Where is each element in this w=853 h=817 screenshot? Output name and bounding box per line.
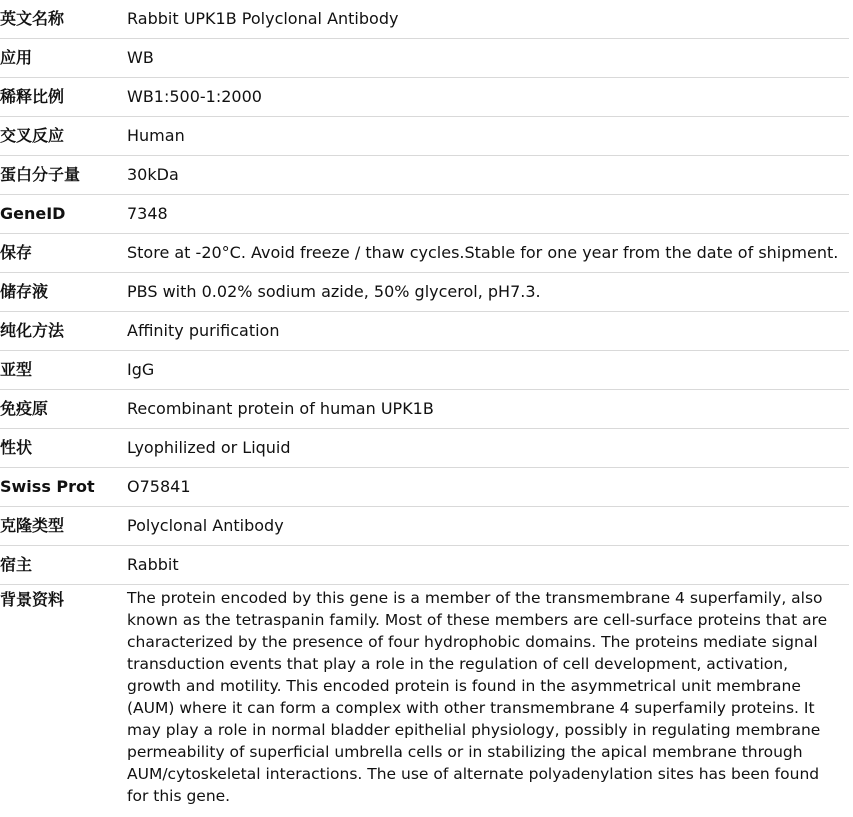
spec-label: 应用 — [0, 39, 127, 78]
spec-row-dilution — [0, 78, 849, 117]
spec-row-storage — [0, 234, 849, 273]
spec-label: 蛋白分子量 — [0, 156, 127, 195]
spec-row-english-name — [0, 0, 849, 39]
spec-label: 克隆类型 — [0, 507, 127, 546]
spec-row-reactivity — [0, 117, 849, 156]
spec-value: Human — [127, 117, 849, 156]
spec-label: 亚型 — [0, 351, 127, 390]
spec-value: 30kDa — [127, 156, 849, 195]
spec-value-background: The protein encoded by this gene is a member of the transmembrane 4 superfamily, also known as the tetraspanin family. Most of these members are cell-surface proteins that are characterized by the presence of four hydrophobic domains. The proteins mediate signal transduction events that play a role in the regulation of cell development, activation, growth and motility. This encoded protein is found in the asymmetrical unit membrane (AUM) where it can form a complex with other transmembrane 4 superfamily proteins. It may play a role in normal bladder epithelial physiology, possibly in regulating membrane permeability of superficial umbrella cells or in stabilizing the apical membrane through AUM/cytoskeletal interactions. The use of alternate polyadenylation sites has been found for this gene. — [127, 589, 828, 805]
spec-value: IgG — [127, 351, 849, 390]
spec-row-immunogen — [0, 390, 849, 429]
spec-value: WB — [127, 39, 849, 78]
spec-value: Rabbit — [127, 546, 849, 585]
spec-row-clonality — [0, 507, 849, 546]
spec-row-host — [0, 546, 849, 585]
spec-row-buffer — [0, 273, 849, 312]
spec-value: Rabbit UPK1B Polyclonal Antibody — [127, 0, 849, 39]
spec-label: 稀释比例 — [0, 78, 127, 117]
spec-row-purification — [0, 312, 849, 351]
spec-row-isotype — [0, 351, 849, 390]
spec-label: 免疫原 — [0, 390, 127, 429]
spec-row-molecular-weight — [0, 156, 849, 195]
spec-label: 储存液 — [0, 273, 127, 312]
spec-label: 性状 — [0, 429, 127, 468]
spec-value: WB1:500-1:2000 — [127, 78, 849, 117]
spec-label: 纯化方法 — [0, 312, 127, 351]
spec-value: Polyclonal Antibody — [127, 507, 849, 546]
spec-value: Store at -20°C. Avoid freeze / thaw cycles.Stable for one year from the date of shipment. — [127, 234, 849, 273]
spec-row-form — [0, 429, 849, 468]
spec-label: 背景资料 — [0, 590, 65, 609]
spec-value: O75841 — [127, 468, 849, 507]
spec-label: Swiss Prot — [0, 468, 127, 507]
spec-value: Lyophilized or Liquid — [127, 429, 849, 468]
spec-label: GeneID — [0, 195, 127, 234]
spec-value: Affinity purification — [127, 312, 849, 351]
spec-value: Recombinant protein of human UPK1B — [127, 390, 849, 429]
spec-row-application — [0, 39, 849, 78]
spec-row-swiss-prot — [0, 468, 849, 507]
spec-label: 保存 — [0, 234, 127, 273]
spec-row-gene-id — [0, 195, 849, 234]
spec-label: 宿主 — [0, 546, 127, 585]
spec-value: PBS with 0.02% sodium azide, 50% glycerol, pH7.3. — [127, 273, 849, 312]
spec-value: 7348 — [127, 195, 849, 234]
spec-row-background — [0, 585, 849, 808]
spec-label: 交叉反应 — [0, 117, 127, 156]
spec-label: 英文名称 — [0, 0, 127, 39]
